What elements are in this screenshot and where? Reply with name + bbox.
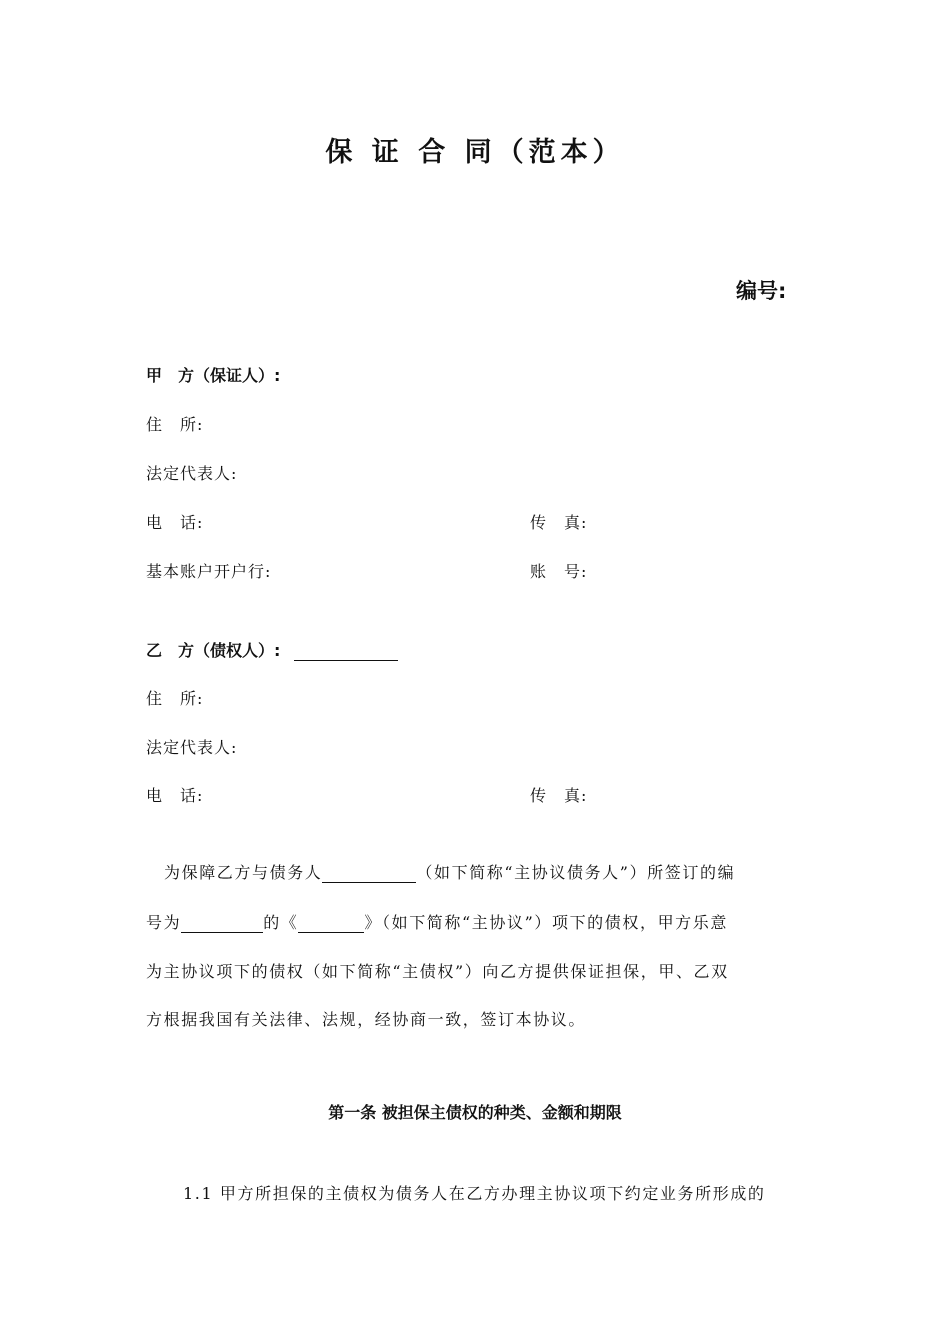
contract-number-label: 编号: [736, 279, 787, 303]
preamble-line-1 [164, 860, 824, 883]
party-b-heading: 乙 方（债权人）: [146, 641, 281, 660]
party-b-rep-label: 法定代表人: [146, 738, 238, 757]
preamble-text: 号为 [146, 913, 182, 932]
party-b-phone-label: 电 话: [146, 786, 204, 805]
party-a-address-label: 住 所: [146, 415, 204, 434]
party-b-heading-row [146, 638, 398, 661]
preamble-line-4: 方根据我国有关法律、法规，经协商一致，签订本协议。 [146, 1010, 587, 1029]
party-b-name-blank [294, 642, 398, 661]
agreement-name-blank [298, 914, 364, 933]
preamble-text: 》（如下简称“主协议”）项下的债权，甲方乐意 [364, 913, 728, 932]
party-a-phone-label: 电 话: [146, 513, 204, 532]
article-1-heading: 第一条 被担保主债权的种类、金额和期限 [328, 1103, 622, 1122]
party-b-address-label: 住 所: [146, 689, 204, 708]
preamble-line-2 [146, 910, 806, 933]
preamble-text: 为保障乙方与债务人 [164, 863, 323, 882]
party-a-account-label: 账 号: [530, 562, 588, 581]
party-a-fax-label: 传 真: [530, 513, 588, 532]
debtor-blank [322, 864, 416, 883]
party-b-fax-label: 传 真: [530, 786, 588, 805]
article-1-paragraph: 1.1 甲方所担保的主债权为债务人在乙方办理主协议项下约定业务所形成的 [183, 1184, 766, 1203]
document-title: 保 证 合 同（范本） [325, 137, 625, 168]
preamble-line-3: 为主协议项下的债权（如下简称“主债权”）向乙方提供保证担保，甲、乙双 [146, 962, 729, 981]
preamble-text: 的《 [263, 913, 299, 932]
agreement-number-blank [181, 914, 263, 933]
preamble-text: （如下简称“主协议债务人”）所签订的编 [416, 863, 736, 882]
party-a-rep-label: 法定代表人: [146, 464, 238, 483]
party-a-heading: 甲 方（保证人）: [146, 366, 281, 385]
party-a-bank-label: 基本账户开户行: [146, 562, 272, 581]
